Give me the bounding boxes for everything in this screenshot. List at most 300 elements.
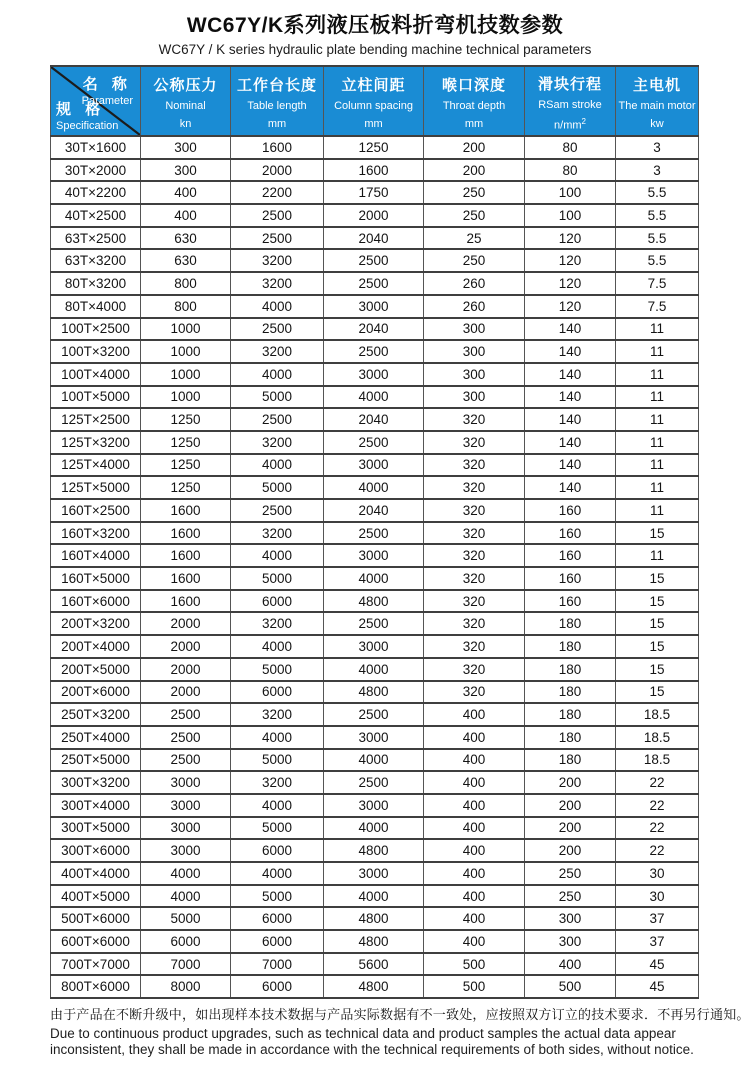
spec-cell: 250T×3200: [51, 703, 141, 726]
value-cell: 1600: [141, 499, 231, 522]
value-cell: 22: [616, 817, 699, 840]
table-row: [51, 159, 699, 182]
table-row: [51, 499, 699, 522]
column-header-4: [525, 66, 616, 136]
spec-cell: 500T×6000: [51, 907, 141, 930]
spec-cell: 100T×4000: [51, 363, 141, 386]
value-cell: 400: [424, 771, 525, 794]
value-cell: 4000: [324, 817, 424, 840]
value-cell: 5000: [141, 907, 231, 930]
value-cell: 3000: [141, 794, 231, 817]
value-cell: 140: [525, 476, 616, 499]
value-cell: 5000: [231, 386, 324, 409]
value-cell: 1000: [141, 318, 231, 341]
value-cell: 2500: [324, 340, 424, 363]
value-cell: 18.5: [616, 749, 699, 772]
value-cell: 630: [141, 227, 231, 250]
spec-cell: 160T×5000: [51, 567, 141, 590]
value-cell: 4000: [231, 862, 324, 885]
value-cell: 320: [424, 658, 525, 681]
spec-cell: 400T×5000: [51, 885, 141, 908]
column-header-1: [231, 66, 324, 136]
table-row: [51, 340, 699, 363]
value-cell: 4000: [231, 544, 324, 567]
value-cell: 2500: [231, 499, 324, 522]
column-header-en: Table length: [247, 100, 307, 112]
value-cell: 400: [424, 930, 525, 953]
spec-cell: 125T×5000: [51, 476, 141, 499]
column-header-cn: 主电机: [632, 77, 681, 94]
value-cell: 4000: [231, 794, 324, 817]
value-cell: 15: [616, 567, 699, 590]
value-cell: 120: [525, 272, 616, 295]
table-row: [51, 476, 699, 499]
value-cell: 5000: [231, 567, 324, 590]
value-cell: 260: [424, 295, 525, 318]
value-cell: 400: [141, 204, 231, 227]
value-cell: 400: [141, 181, 231, 204]
table-body: [51, 136, 699, 998]
value-cell: 160: [525, 499, 616, 522]
value-cell: 3200: [231, 431, 324, 454]
spec-cell: 300T×6000: [51, 839, 141, 862]
spec-cell: 100T×2500: [51, 318, 141, 341]
value-cell: 300: [141, 159, 231, 182]
value-cell: 6000: [231, 681, 324, 704]
value-cell: 25: [424, 227, 525, 250]
value-cell: 200: [525, 794, 616, 817]
value-cell: 2000: [141, 681, 231, 704]
value-cell: 1250: [141, 454, 231, 477]
spec-cell: 30T×1600: [51, 136, 141, 159]
value-cell: 6000: [231, 839, 324, 862]
spec-cell: 200T×4000: [51, 635, 141, 658]
value-cell: 4000: [324, 885, 424, 908]
value-cell: 2040: [324, 227, 424, 250]
column-header-unit: mm: [364, 118, 383, 130]
spec-cell: 400T×4000: [51, 862, 141, 885]
value-cell: 200: [424, 136, 525, 159]
value-cell: 37: [616, 930, 699, 953]
value-cell: 120: [525, 227, 616, 250]
value-cell: 3200: [231, 340, 324, 363]
column-header-2: [324, 66, 424, 136]
column-header-unit: kw: [650, 118, 664, 130]
value-cell: 3000: [324, 862, 424, 885]
value-cell: 2040: [324, 408, 424, 431]
spec-cell: 125T×4000: [51, 454, 141, 477]
value-cell: 6000: [231, 975, 324, 998]
value-cell: 300: [424, 363, 525, 386]
value-cell: 3000: [141, 839, 231, 862]
value-cell: 5.5: [616, 204, 699, 227]
spec-cell: 100T×3200: [51, 340, 141, 363]
value-cell: 5.5: [616, 181, 699, 204]
spec-cell: 160T×6000: [51, 590, 141, 613]
value-cell: 300: [525, 930, 616, 953]
value-cell: 5600: [324, 953, 424, 976]
value-cell: 7.5: [616, 272, 699, 295]
value-cell: 2500: [324, 771, 424, 794]
value-cell: 7000: [141, 953, 231, 976]
value-cell: 400: [424, 703, 525, 726]
value-cell: 3000: [324, 454, 424, 477]
value-cell: 300: [424, 386, 525, 409]
value-cell: 2500: [324, 703, 424, 726]
spec-cell: 80T×4000: [51, 295, 141, 318]
value-cell: 2200: [231, 181, 324, 204]
table-row: [51, 408, 699, 431]
spec-cell: 300T×4000: [51, 794, 141, 817]
table-row: [51, 907, 699, 930]
spec-cell: 100T×5000: [51, 386, 141, 409]
value-cell: 4800: [324, 930, 424, 953]
column-header-unit: mm: [464, 118, 484, 130]
page-subtitle: WC67Y / K series hydraulic plate bending machine technical parameters: [158, 42, 592, 57]
value-cell: 180: [525, 749, 616, 772]
value-cell: 2500: [141, 703, 231, 726]
value-cell: 80: [525, 136, 616, 159]
value-cell: 2500: [324, 522, 424, 545]
value-cell: 250: [424, 249, 525, 272]
value-cell: 3200: [231, 703, 324, 726]
value-cell: 180: [525, 635, 616, 658]
value-cell: 100: [525, 181, 616, 204]
spec-cell: 300T×5000: [51, 817, 141, 840]
value-cell: 320: [424, 544, 525, 567]
value-cell: 3000: [324, 363, 424, 386]
value-cell: 320: [424, 476, 525, 499]
value-cell: 250: [424, 204, 525, 227]
value-cell: 320: [424, 681, 525, 704]
value-cell: 2000: [141, 658, 231, 681]
value-cell: 22: [616, 794, 699, 817]
column-header-cn: 工作台长度: [236, 77, 317, 94]
value-cell: 4800: [324, 907, 424, 930]
table-row: [51, 567, 699, 590]
value-cell: 140: [525, 408, 616, 431]
value-cell: 45: [616, 953, 699, 976]
table-row: [51, 794, 699, 817]
value-cell: 1250: [141, 476, 231, 499]
value-cell: 2500: [231, 408, 324, 431]
value-cell: 160: [525, 590, 616, 613]
corner-specification-label: [56, 98, 118, 132]
value-cell: 11: [616, 363, 699, 386]
table-row: [51, 862, 699, 885]
value-cell: 5000: [231, 885, 324, 908]
table-row: [51, 386, 699, 409]
value-cell: 140: [525, 431, 616, 454]
value-cell: 160: [525, 567, 616, 590]
table-row: [51, 953, 699, 976]
value-cell: 2500: [324, 431, 424, 454]
spec-cell: 800T×6000: [51, 975, 141, 998]
table-row: [51, 726, 699, 749]
value-cell: 500: [525, 975, 616, 998]
table-row: [51, 295, 699, 318]
value-cell: 2000: [231, 159, 324, 182]
value-cell: 6000: [231, 930, 324, 953]
value-cell: 100: [525, 204, 616, 227]
table-row: [51, 681, 699, 704]
table-row: [51, 635, 699, 658]
value-cell: 11: [616, 386, 699, 409]
value-cell: 4000: [231, 454, 324, 477]
value-cell: 1750: [324, 181, 424, 204]
value-cell: 200: [525, 817, 616, 840]
value-cell: 4800: [324, 839, 424, 862]
table-row: [51, 272, 699, 295]
value-cell: 11: [616, 408, 699, 431]
value-cell: 6000: [141, 930, 231, 953]
value-cell: 3200: [231, 272, 324, 295]
value-cell: 5000: [231, 749, 324, 772]
value-cell: 22: [616, 839, 699, 862]
value-cell: 180: [525, 726, 616, 749]
spec-cell: 250T×5000: [51, 749, 141, 772]
spec-cell: 125T×3200: [51, 431, 141, 454]
value-cell: 4000: [231, 363, 324, 386]
column-header-cn: 立柱间距: [341, 77, 406, 94]
footer-note-en: Due to continuous product upgrades, such as technical data and product samples the actual data appear inconsistent, they shall be made in accordance with the technical requirements of both sides, without notice.: [50, 1026, 694, 1058]
value-cell: 8000: [141, 975, 231, 998]
value-cell: 120: [525, 249, 616, 272]
table-row: [51, 318, 699, 341]
value-cell: 4000: [324, 386, 424, 409]
table-row: [51, 930, 699, 953]
value-cell: 200: [424, 159, 525, 182]
value-cell: 3: [616, 136, 699, 159]
table-row: [51, 703, 699, 726]
table-row: [51, 975, 699, 998]
column-header-3: [424, 66, 525, 136]
value-cell: 300: [424, 318, 525, 341]
value-cell: 2040: [324, 499, 424, 522]
value-cell: 15: [616, 681, 699, 704]
value-cell: 1000: [141, 363, 231, 386]
value-cell: 3000: [324, 635, 424, 658]
spec-cell: 80T×3200: [51, 272, 141, 295]
table-row: [51, 181, 699, 204]
value-cell: 45: [616, 975, 699, 998]
table-row: [51, 658, 699, 681]
value-cell: 4000: [324, 658, 424, 681]
value-cell: 400: [424, 907, 525, 930]
value-cell: 1250: [141, 431, 231, 454]
value-cell: 1250: [141, 408, 231, 431]
value-cell: 4000: [324, 749, 424, 772]
value-cell: 1600: [324, 159, 424, 182]
value-cell: 6000: [231, 907, 324, 930]
value-cell: 400: [424, 862, 525, 885]
value-cell: 160: [525, 522, 616, 545]
value-cell: 4000: [231, 295, 324, 318]
value-cell: 250: [525, 885, 616, 908]
value-cell: 300: [525, 907, 616, 930]
table-row: [51, 454, 699, 477]
value-cell: 4000: [141, 885, 231, 908]
value-cell: 2040: [324, 318, 424, 341]
spec-sheet-page: [0, 9, 750, 1058]
corner-header-cell: [51, 66, 141, 136]
spec-cell: 200T×5000: [51, 658, 141, 681]
value-cell: 6000: [231, 590, 324, 613]
column-header-en: Nominal: [165, 100, 206, 112]
value-cell: 800: [141, 295, 231, 318]
value-cell: 400: [424, 794, 525, 817]
table-row: [51, 817, 699, 840]
value-cell: 2500: [324, 612, 424, 635]
value-cell: 320: [424, 431, 525, 454]
table-row: [51, 227, 699, 250]
value-cell: 5000: [231, 658, 324, 681]
value-cell: 300: [141, 136, 231, 159]
value-cell: 2500: [231, 227, 324, 250]
corner-specification-cn: 规 格: [56, 101, 106, 118]
value-cell: 3200: [231, 612, 324, 635]
value-cell: 4000: [231, 635, 324, 658]
value-cell: 2500: [231, 204, 324, 227]
spec-cell: 40T×2200: [51, 181, 141, 204]
value-cell: 250: [424, 181, 525, 204]
value-cell: 140: [525, 340, 616, 363]
value-cell: 15: [616, 658, 699, 681]
footer-note-cn: 由于产品在不断升级中，如出现样本技术数据与产品实际数据有不一致处，应按照双方订立的技术要求．不再另行通知。: [50, 1007, 750, 1023]
table-row: [51, 544, 699, 567]
column-header-en: RSam stroke: [538, 98, 602, 111]
value-cell: 320: [424, 408, 525, 431]
value-cell: 7000: [231, 953, 324, 976]
value-cell: 200: [525, 771, 616, 794]
column-header-en: Throat depth: [442, 100, 506, 112]
value-cell: 320: [424, 612, 525, 635]
value-cell: 22: [616, 771, 699, 794]
value-cell: 3200: [231, 771, 324, 794]
column-header-cn: 喉口深度: [441, 77, 506, 94]
value-cell: 120: [525, 295, 616, 318]
value-cell: 15: [616, 522, 699, 545]
value-cell: 140: [525, 454, 616, 477]
value-cell: 4800: [324, 681, 424, 704]
value-cell: 140: [525, 363, 616, 386]
spec-cell: 600T×6000: [51, 930, 141, 953]
value-cell: 1600: [231, 136, 324, 159]
value-cell: 500: [424, 953, 525, 976]
value-cell: 18.5: [616, 726, 699, 749]
value-cell: 4000: [324, 567, 424, 590]
column-header-cn: 滑块行程: [537, 75, 602, 93]
column-header-unit: mm: [267, 118, 287, 130]
value-cell: 500: [424, 975, 525, 998]
spec-cell: 30T×2000: [51, 159, 141, 182]
value-cell: 2500: [141, 726, 231, 749]
value-cell: 320: [424, 635, 525, 658]
value-cell: 180: [525, 658, 616, 681]
value-cell: 15: [616, 590, 699, 613]
value-cell: 5000: [231, 476, 324, 499]
table-row: [51, 136, 699, 159]
spec-cell: 160T×2500: [51, 499, 141, 522]
value-cell: 800: [141, 272, 231, 295]
table-row: [51, 431, 699, 454]
column-header-cn: 公称压力: [153, 77, 218, 94]
value-cell: 5000: [231, 817, 324, 840]
parameters-table: [50, 65, 699, 999]
spec-cell: 160T×3200: [51, 522, 141, 545]
value-cell: 400: [424, 885, 525, 908]
value-cell: 320: [424, 499, 525, 522]
table-row: [51, 590, 699, 613]
value-cell: 11: [616, 499, 699, 522]
spec-cell: 63T×2500: [51, 227, 141, 250]
corner-parameter-en: Parameter: [81, 95, 133, 107]
value-cell: 400: [424, 839, 525, 862]
value-cell: 320: [424, 567, 525, 590]
value-cell: 15: [616, 635, 699, 658]
value-cell: 3000: [141, 771, 231, 794]
column-header-unit: kn: [179, 118, 192, 130]
value-cell: 1000: [141, 340, 231, 363]
value-cell: 320: [424, 522, 525, 545]
table-row: [51, 249, 699, 272]
value-cell: 630: [141, 249, 231, 272]
value-cell: 11: [616, 431, 699, 454]
value-cell: 180: [525, 612, 616, 635]
value-cell: 4000: [231, 726, 324, 749]
value-cell: 3: [616, 159, 699, 182]
value-cell: 2500: [324, 249, 424, 272]
value-cell: 4800: [324, 590, 424, 613]
value-cell: 2000: [141, 612, 231, 635]
value-cell: 3000: [324, 544, 424, 567]
value-cell: 140: [525, 318, 616, 341]
spec-cell: 125T×2500: [51, 408, 141, 431]
value-cell: 11: [616, 476, 699, 499]
spec-cell: 200T×3200: [51, 612, 141, 635]
value-cell: 1600: [141, 590, 231, 613]
table-row: [51, 363, 699, 386]
footer-note: [50, 1004, 750, 1058]
table-header: [51, 66, 699, 136]
value-cell: 250: [525, 862, 616, 885]
value-cell: 30: [616, 885, 699, 908]
value-cell: 2500: [324, 272, 424, 295]
value-cell: 400: [424, 726, 525, 749]
value-cell: 18.5: [616, 703, 699, 726]
value-cell: 400: [424, 749, 525, 772]
value-cell: 3200: [231, 522, 324, 545]
value-cell: 140: [525, 386, 616, 409]
spec-cell: 63T×3200: [51, 249, 141, 272]
value-cell: 4800: [324, 975, 424, 998]
value-cell: 180: [525, 681, 616, 704]
spec-cell: 160T×4000: [51, 544, 141, 567]
column-header-5: [616, 66, 699, 136]
value-cell: 3000: [141, 817, 231, 840]
column-header-unit: $n/mm^2$: [554, 116, 586, 132]
column-header-0: [141, 66, 231, 136]
value-cell: 1000: [141, 386, 231, 409]
value-cell: 320: [424, 590, 525, 613]
table-row: [51, 771, 699, 794]
value-cell: 2000: [141, 635, 231, 658]
header-row: [51, 66, 699, 136]
column-header-en: The main motor: [618, 100, 696, 112]
value-cell: 7.5: [616, 295, 699, 318]
value-cell: 1600: [141, 567, 231, 590]
value-cell: 300: [424, 340, 525, 363]
